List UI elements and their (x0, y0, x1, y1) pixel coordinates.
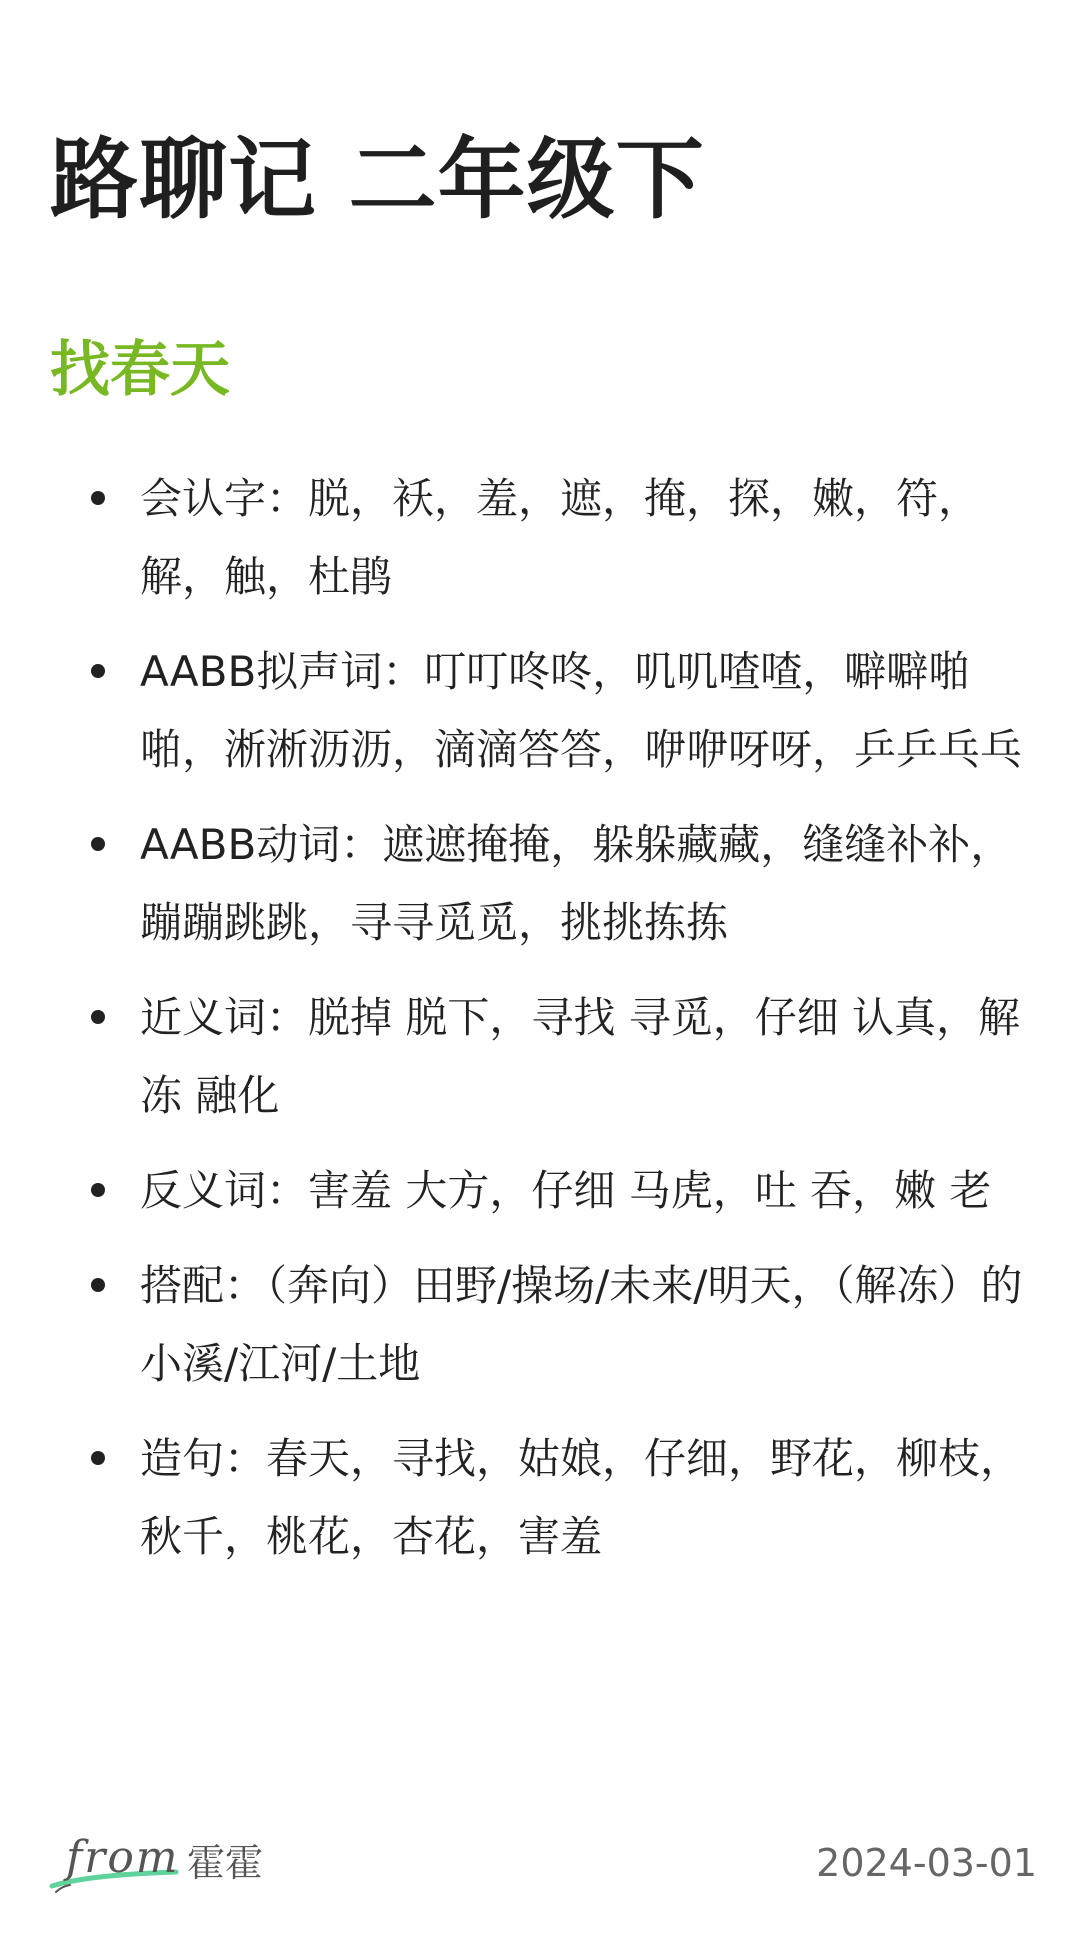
list-item-text: AABB动词：遮遮掩掩，躲躲藏藏，缝缝补补，蹦蹦跳跳，寻寻觅觅，挑挑拣拣 (140, 820, 1013, 947)
post-date: 2024-03-01 (816, 1841, 1037, 1885)
bullet-list (0, 460, 1080, 1593)
list-item (0, 1420, 1080, 1576)
bullet-dot-icon (91, 1451, 105, 1465)
bullet-dot-icon (91, 1183, 105, 1197)
list-item-text: 近义词：脱掉 脱下，寻找 寻觅，仔细 认真，解冻 融化 (140, 993, 1021, 1120)
bullet-dot-icon (91, 837, 105, 851)
list-item (0, 460, 1080, 616)
list-item (0, 979, 1080, 1135)
list-item-text: 搭配：（奔向）田野/操场/未来/明天，（解冻）的小溪/江河/土地 (140, 1261, 1023, 1388)
list-item (0, 806, 1080, 962)
list-item-text: 会认字：脱，袄，羞，遮，掩，探，嫩，符，解，触，杜鹃 (140, 474, 981, 601)
from-label: from (66, 1832, 180, 1883)
author-name[interactable]: 霍霍 (187, 1841, 264, 1885)
page-title: 路聊记 二年级下 (50, 128, 705, 231)
list-item (0, 1152, 1080, 1230)
section-title: 找春天 (50, 335, 230, 405)
from-logo (48, 1828, 180, 1898)
bullet-dot-icon (91, 491, 105, 505)
list-item-text: 反义词：害羞 大方，仔细 马虎，吐 吞，嫩 老 (140, 1166, 992, 1215)
bullet-dot-icon (91, 1278, 105, 1292)
list-item (0, 633, 1080, 789)
bullet-dot-icon (91, 664, 105, 678)
bullet-dot-icon (91, 1010, 105, 1024)
footer (0, 1820, 1080, 1910)
list-item (0, 1247, 1080, 1403)
list-item-text: AABB拟声词：叮叮咚咚，叽叽喳喳，噼噼啪啪，淅淅沥沥，滴滴答答，咿咿呀呀，乒乒乓乓 (140, 647, 1023, 774)
list-item-text: 造句：春天，寻找，姑娘，仔细，野花，柳枝，秋千，桃花，杏花，害羞 (140, 1434, 1023, 1561)
